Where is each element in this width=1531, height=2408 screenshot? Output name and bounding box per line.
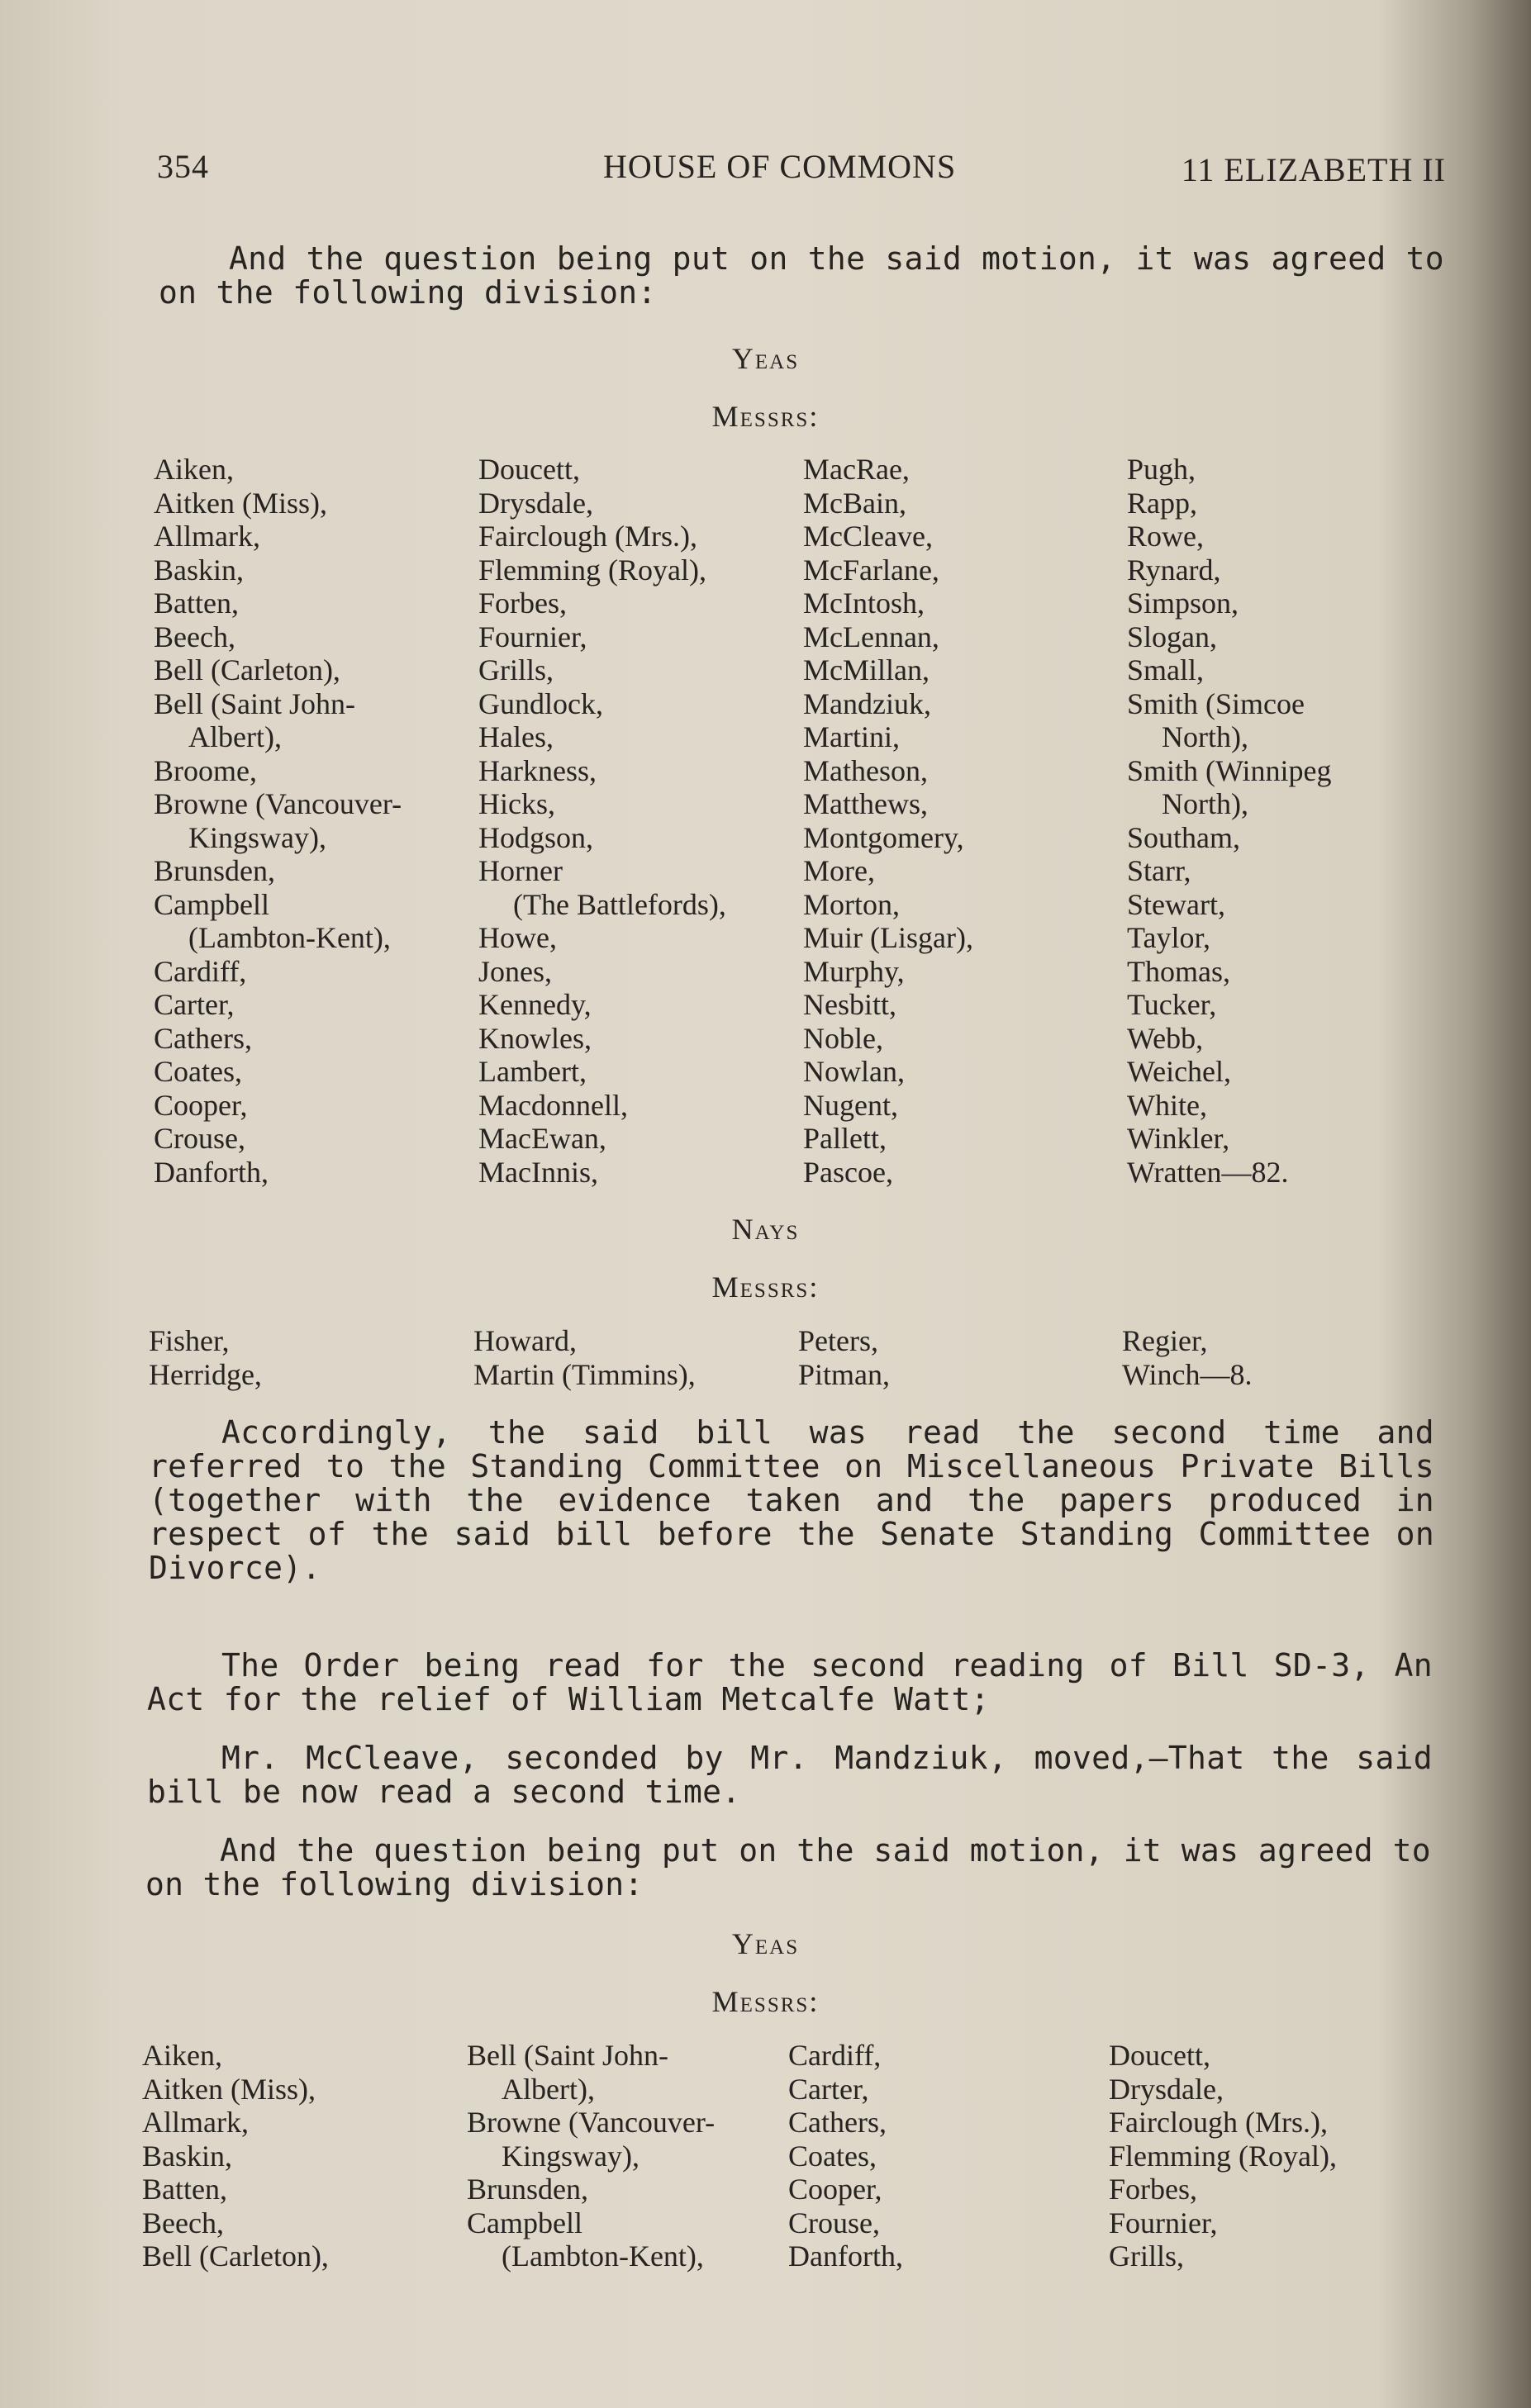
member-name: Matthews, [803, 787, 928, 820]
member-name: Cardiff, [154, 954, 247, 988]
member-name: Martin (Timmins), [473, 1357, 696, 1391]
division1-result: Accordingly, the said bill was read the second time and referred to the Standing Committee on Miscellaneous Private Bills (together with the evidence taken and the papers produced in respect of the said bill before the Senate Standing Committee on Divorce). [149, 1414, 1434, 1586]
member-name: Aitken (Miss), [154, 486, 327, 520]
member-name: McFarlane, [803, 553, 939, 587]
member-name: Taylor, [1127, 921, 1211, 954]
member-name: Browne (Vancouver- [154, 787, 402, 820]
member-name: Peters, [798, 1324, 878, 1357]
division1-yeas-list [154, 453, 1443, 1196]
member-name: Aiken, [142, 2039, 222, 2072]
division1-yeas-column-3 [803, 453, 1125, 1189]
member-name: Martini, [803, 720, 900, 753]
member-name: White, [1127, 1088, 1207, 1122]
member-name: Southam, [1127, 820, 1241, 854]
division1-nays-column-4 [1122, 1324, 1444, 1391]
member-name: Cathers, [788, 2106, 887, 2139]
order2-motion-text: Mr. McCleave, seconded by Mr. Mandziuk, moved,—That the said bill be now read a second time. [147, 1740, 1433, 1810]
member-name: Small, [1127, 653, 1205, 686]
member-name: Smith (Simcoe [1127, 686, 1305, 720]
member-name: Bell (Saint John- [154, 686, 355, 720]
page-number: 354 [157, 148, 209, 185]
member-name: North), [1162, 787, 1248, 820]
member-name: Horner [478, 854, 563, 887]
member-name: Slogan, [1127, 620, 1218, 653]
member-name: Baskin, [142, 2139, 233, 2173]
member-name: Batten, [142, 2173, 227, 2206]
member-name: Wratten—82. [1127, 1155, 1289, 1189]
member-name: Montgomery, [803, 820, 964, 854]
member-name: Allmark, [142, 2106, 249, 2139]
member-name: Regier, [1122, 1324, 1208, 1357]
member-name: Bell (Saint John- [467, 2039, 668, 2072]
member-name: Fairclough (Mrs.), [478, 520, 697, 553]
member-name: McBain, [803, 486, 906, 520]
order2-order-text: The Order being read for the second reading of Bill SD-3, An Act for the relief of William Metcalfe Watt; [147, 1647, 1433, 1717]
member-name: Campbell [154, 887, 269, 921]
member-name: Pallett, [803, 1122, 887, 1155]
member-name: Herridge, [149, 1357, 262, 1391]
member-name: Stewart, [1127, 887, 1225, 921]
member-name: Winch—8. [1122, 1357, 1253, 1391]
member-name: MacEwan, [478, 1122, 606, 1155]
member-name: Macdonnell, [478, 1088, 628, 1122]
member-name: Mandziuk, [803, 686, 931, 720]
member-name: Kingsway), [188, 820, 326, 854]
member-name: Fisher, [149, 1324, 230, 1357]
member-name: Fairclough (Mrs.), [1109, 2106, 1328, 2139]
member-name: Doucett, [478, 453, 580, 486]
member-name: Kingsway), [502, 2139, 640, 2173]
division1-yeas-column-2 [478, 453, 801, 1189]
member-name: Weichel, [1127, 1055, 1232, 1088]
member-name: Aiken, [154, 453, 234, 486]
member-name: Baskin, [154, 553, 245, 587]
member-name: Flemming (Royal), [1109, 2139, 1337, 2173]
member-name: Campbell [467, 2206, 582, 2239]
member-name: (Lambton-Kent), [502, 2239, 704, 2273]
member-name: Brunsden, [467, 2173, 588, 2206]
division1-yeas-column-1 [154, 453, 476, 1189]
member-name: Flemming (Royal), [478, 553, 706, 587]
member-name: Hales, [478, 720, 554, 753]
division1-messrs-heading: Messrs: [711, 400, 820, 433]
division1-nays-messrs-heading: Messrs: [711, 1270, 820, 1304]
member-name: Howard, [473, 1324, 577, 1357]
member-name: Forbes, [478, 587, 567, 620]
member-name: Coates, [788, 2139, 877, 2173]
member-name: Thomas, [1127, 954, 1230, 988]
member-name: Nugent, [803, 1088, 898, 1122]
member-name: Aitken (Miss), [142, 2072, 316, 2106]
member-name: Pugh, [1127, 453, 1196, 486]
member-name: Grills, [478, 653, 554, 686]
member-name: McLennan, [803, 620, 939, 653]
member-name: Pascoe, [803, 1155, 893, 1189]
member-name: Doucett, [1109, 2039, 1210, 2072]
order2-intro: And the question being put on the said motion, it was agreed to on the following division: [145, 1832, 1431, 1902]
member-name: Jones, [478, 954, 552, 988]
member-name: Crouse, [788, 2206, 880, 2239]
member-name: Beech, [142, 2206, 224, 2239]
division1-nays-column-3 [798, 1324, 1120, 1391]
member-name: McIntosh, [803, 587, 925, 620]
member-name: Nowlan, [803, 1055, 905, 1088]
member-name: Crouse, [154, 1122, 245, 1155]
member-name: Rynard, [1127, 553, 1221, 587]
member-name: Drysdale, [478, 486, 593, 520]
member-name: Batten, [154, 587, 239, 620]
member-name: Albert), [188, 720, 282, 753]
member-name: Harkness, [478, 753, 597, 787]
member-name: Starr, [1127, 854, 1191, 887]
member-name: Lambert, [478, 1055, 587, 1088]
division1-nays-column-2 [473, 1324, 796, 1391]
member-name: Allmark, [154, 520, 260, 553]
member-name: Noble, [803, 1021, 883, 1055]
division1-yeas-heading: Yeas [731, 342, 800, 375]
member-name: Rapp, [1127, 486, 1197, 520]
member-name: Grills, [1109, 2239, 1185, 2273]
member-name: Matheson, [803, 753, 928, 787]
member-name: MacInnis, [478, 1155, 598, 1189]
member-name: Forbes, [1109, 2173, 1197, 2206]
member-name: Cooper, [154, 1088, 248, 1122]
order2-yeas-heading: Yeas [731, 1927, 800, 1960]
member-name: Drysdale, [1109, 2072, 1224, 2106]
member-name: Cardiff, [788, 2039, 882, 2072]
member-name: Howe, [478, 921, 557, 954]
member-name: North), [1162, 720, 1248, 753]
member-name: Smith (Winnipeg [1127, 753, 1332, 787]
member-name: Simpson, [1127, 587, 1239, 620]
member-name: Knowles, [478, 1021, 592, 1055]
member-name: Morton, [803, 887, 900, 921]
member-name: Fournier, [1109, 2206, 1218, 2239]
member-name: Broome, [154, 753, 257, 787]
regnal-year: 11 ELIZABETH II [1181, 151, 1446, 188]
member-name: Fournier, [478, 620, 587, 653]
member-name: MacRae, [803, 453, 910, 486]
member-name: Nesbitt, [803, 988, 896, 1021]
division1-nays-list [149, 1324, 1438, 1399]
member-name: Webb, [1127, 1021, 1204, 1055]
member-name: Murphy, [803, 954, 905, 988]
member-name: Carter, [788, 2072, 869, 2106]
member-name: McMillan, [803, 653, 930, 686]
order2-yeas-column-1 [142, 2039, 464, 2273]
member-name: Browne (Vancouver- [467, 2106, 716, 2139]
order2-yeas-column-2 [467, 2039, 789, 2273]
member-name: Cathers, [154, 1021, 252, 1055]
member-name: (Lambton-Kent), [188, 921, 391, 954]
member-name: Bell (Carleton), [154, 653, 340, 686]
member-name: Pitman, [798, 1357, 891, 1391]
division1-yeas-column-4 [1127, 453, 1449, 1189]
order2-yeas-list [142, 2039, 1431, 2287]
member-name: Brunsden, [154, 854, 275, 887]
member-name: Rowe, [1127, 520, 1204, 553]
member-name: More, [803, 854, 875, 887]
member-name: Carter, [154, 988, 235, 1021]
member-name: Danforth, [788, 2239, 903, 2273]
member-name: (The Battlefords), [513, 887, 726, 921]
order2-yeas-column-3 [788, 2039, 1110, 2273]
member-name: Tucker, [1127, 988, 1217, 1021]
member-name: Bell (Carleton), [142, 2239, 329, 2273]
member-name: Hodgson, [478, 820, 594, 854]
member-name: Beech, [154, 620, 235, 653]
member-name: Albert), [502, 2072, 595, 2106]
member-name: Muir (Lisgar), [803, 921, 973, 954]
page-title: HOUSE OF COMMONS [603, 148, 957, 185]
member-name: Coates, [154, 1055, 242, 1088]
member-name: McCleave, [803, 520, 933, 553]
division1-nays-heading: Nays [731, 1213, 800, 1246]
member-name: Cooper, [788, 2173, 882, 2206]
order2-yeas-column-4 [1109, 2039, 1431, 2273]
division1-intro: And the question being put on the said motion, it was agreed to on the following division: [159, 240, 1444, 311]
member-name: Winkler, [1127, 1122, 1230, 1155]
member-name: Hicks, [478, 787, 555, 820]
member-name: Gundlock, [478, 686, 603, 720]
member-name: Danforth, [154, 1155, 269, 1189]
page-header [157, 147, 1446, 188]
order2-messrs-heading: Messrs: [711, 1985, 820, 2018]
division1-nays-column-1 [149, 1324, 471, 1391]
member-name: Kennedy, [478, 988, 592, 1021]
